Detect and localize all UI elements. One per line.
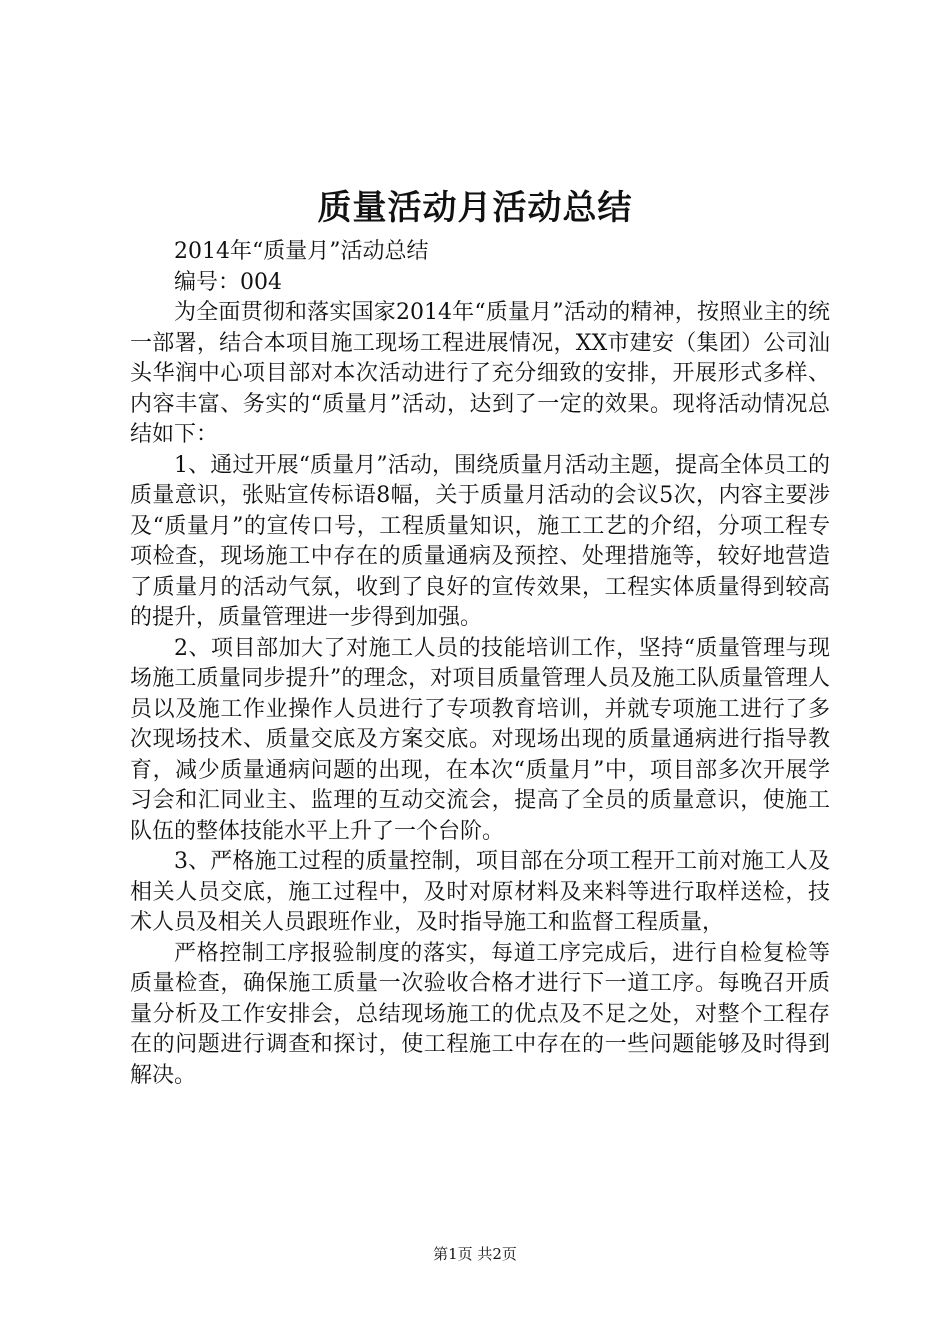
section-3-continuation-paragraph: 严格控制工序报验制度的落实，每道工序完成后，进行自检复检等质量检查，确保施工质量一次验收合格才进行下一道工序。每晚召开质量分析及工作安排会，总结现场施工的优点及不足之处，对整个工程存在的问题进行调查和探讨，使工程施工中存在的一些问题能够及时得到解决。: [130, 940, 830, 1088]
document-body: [130, 237, 830, 1091]
section-1-paragraph: 1、通过开展“质量月”活动，围绕质量月活动主题，提高全体员工的质量意识，张贴宣传标语8幅，关于质量月活动的会议5次，内容主要涉及“质量月”的宣传口号，工程质量知识，施工工艺的介绍，分项工程专项检查，现场施工中存在的质量通病及预控、处理措施等，较好地营造了质量月的活动气氛，收到了良好的宣传效果，工程实体质量得到较高的提升，质量管理进一步得到加强。: [130, 452, 830, 630]
document-title: 质量活动月活动总结: [317, 188, 633, 228]
section-2-paragraph: 2、项目部加大了对施工人员的技能培训工作，坚持“质量管理与现场施工质量同步提升”的理念，对项目质量管理人员及施工队质量管理人员以及施工作业操作人员进行了专项教育培训，并就专项施工进行了多次现场技术、质量交底及方案交底。对现场出现的质量通病进行指导教育，减少质量通病问题的出现，在本次“质量月”中，项目部多次开展学习会和汇同业主、监理的互动交流会，提高了全员的质量意识，使施工队伍的整体技能水平上升了一个台阶。: [130, 635, 830, 844]
section-3-paragraph: 3、严格施工过程的质量控制，项目部在分项工程开工前对施工人及相关人员交底，施工过程中，及时对原材料及来料等进行取样送检，技术人员及相关人员跟班作业，及时指导施工和监督工程质量，: [130, 849, 830, 935]
subtitle-paragraph: 2014年“质量月”活动总结: [174, 239, 429, 264]
serial-number-paragraph: 编号：004: [174, 269, 282, 295]
intro-paragraph: 为全面贯彻和落实国家2014年“质量月”活动的精神，按照业主的统一部署，结合本项目施工现场工程进展情况，XX市建安（集团）公司汕头华润中心项目部对本次活动进行了充分细致的安排，开展形式多样、内容丰富、务实的“质量月”活动，达到了一定的效果。现将活动情况总结如下：: [130, 300, 830, 447]
page-number-footer: 第1页 共2页: [433, 1245, 517, 1263]
